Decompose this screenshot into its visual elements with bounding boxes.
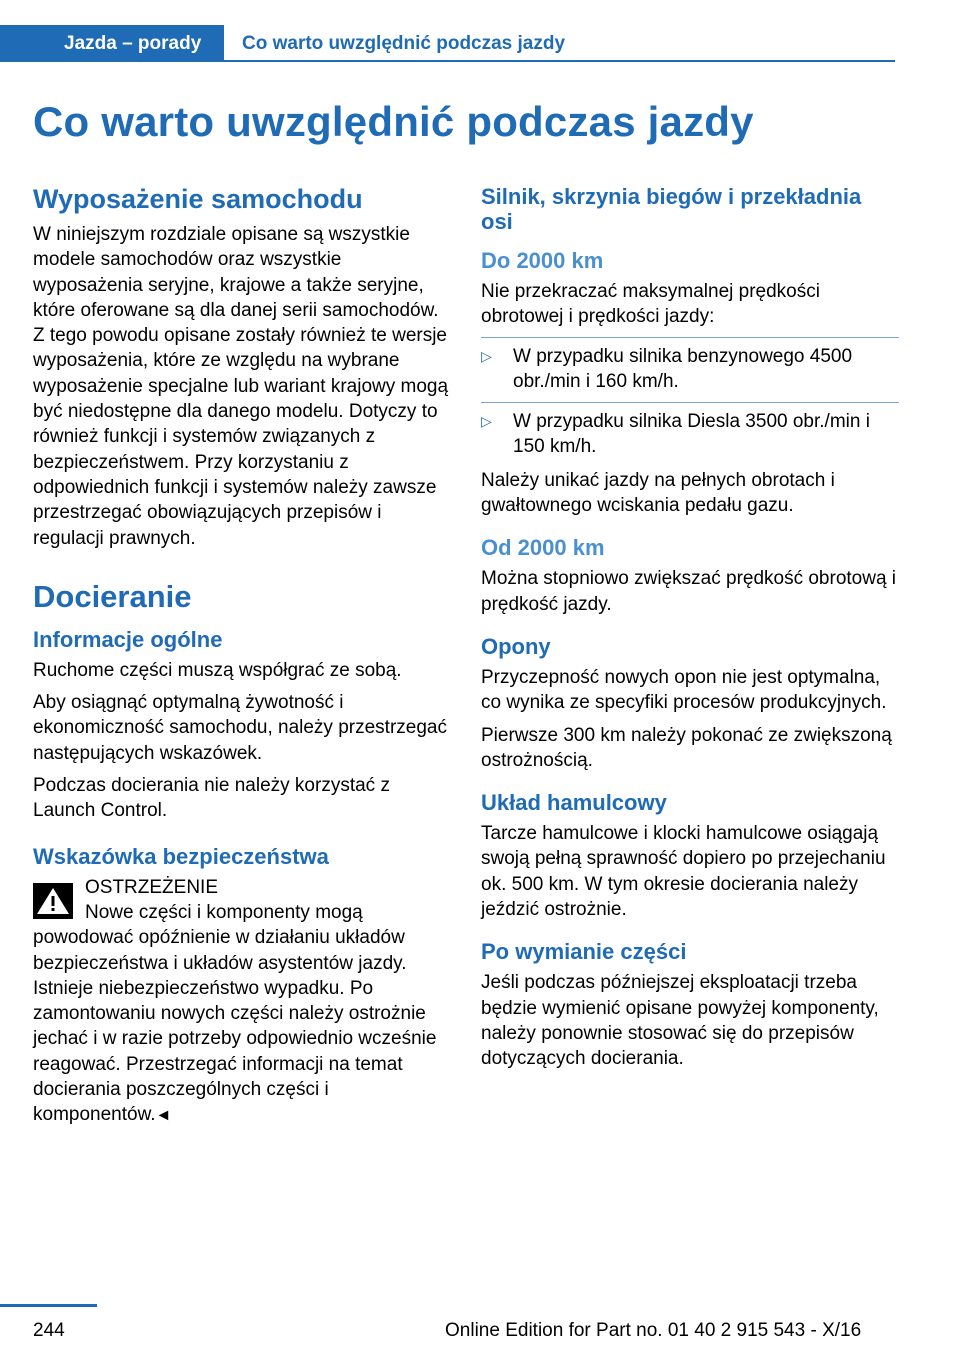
page-title: Co warto uwzględnić podczas jazdy [33,98,754,145]
equipment-heading: Wyposażenie samochodu [33,184,363,214]
warning-block [33,875,451,900]
to2000-heading: Do 2000 km [481,248,604,273]
tires-heading: Opony [481,633,551,659]
equipment-text: W niniejszym rozdziale opisane są wszystkie modele samochodów oraz wszystkie wyposażenia seryjne, krajowe a także seryjne, które oferowane są dla danej serii samochodów. Z tego powodu opisane zostały również te wersje wyposażenia, które ze względu na wybrane wyposażenie specjalne lub wariant krajowy mogą być niedostępne dla danego modelu. Dotyczy to również funkcji i systemów związanych z bezpieczeństwem. Przy korzystaniu z odpowiednich funkcji i systemów należy zawsze przestrzegać obowiązujących przepisów i regulacji prawnych. [33,224,449,549]
warning-text-wrap [33,900,451,1129]
page-number: 244 [33,1320,65,1341]
header-section-tab: Jazda – porady [0,25,224,62]
header-rule [0,60,895,62]
engine-heading: Silnik, skrzynia biegów i przekładnia osi [481,184,862,234]
general-p1: Ruchome części muszą współgrać ze sobą. [33,659,402,681]
bullet-triangle-icon: ▷ [481,347,492,364]
from2000-text: Można stopniowo zwiększać prędkość obrotową i prędkość jazdy. [481,568,897,615]
edition-text: Online Edition for Part no. 01 40 2 915 543 - X/16 [445,1320,862,1341]
general-p3: Podczas docierania nie należy korzystać z Launch Control. [33,775,390,822]
parts-heading: Po wymianie części [481,939,687,965]
from2000-heading: Od 2000 km [481,535,605,561]
brakes-text: Tarcze hamulcowe i klocki hamulcowe osiągają swoją pełną sprawność dopiero po przejechaniu ok. 500 km. W tym okresie docierania należy jeździć ostrożnie. [481,823,886,921]
bullet-divider [481,337,899,338]
tires-p2: Pierwsze 300 km należy pokonać ze zwiększoną ostrożnością. [481,724,892,771]
bullet-text: W przypadku silnika Diesla 3500 obr./min i 150 km/h. [513,411,870,458]
general-p2: Aby osiągnąć optymalną żywotność i ekonomiczność samochodu, należy przestrzegać następujących wskazówek. [33,692,447,764]
footer-rule [0,1304,97,1307]
list-item [481,409,899,460]
safety-heading: Wskazówka bezpieczeństwa [33,843,329,869]
bullet-text: W przypadku silnika benzynowego 4500 obr./min i 160 km/h. [513,345,853,392]
break-in-heading: Docieranie [33,578,192,614]
tires-p1: Przyczepność nowych opon nie jest optymalna, co wynika ze specyfiki procesów produkcyjnych. [481,666,887,714]
bullet-triangle-icon: ▷ [481,413,492,430]
right-column [481,184,899,1079]
warning-text: Nowe części i komponenty mogą powodować opóźnienie w działaniu układów bezpieczeństwa i układów asystentów jazdy. Istnieje niebezpieczeństwo wypadku. Po zamontowaniu nowych części należy ostrożnie jechać i w razie potrzeby odpowiednio wcześnie reagować. Przestrzegać informacji na temat docierania poszczególnych części i komponentów. [33,901,437,1126]
brakes-heading: Układ hamulcowy [481,790,667,816]
list-item [481,344,899,395]
to2000-text: Nie przekraczać maksymalnej prędkości obrotowej i prędkości jazdy: [481,281,820,328]
left-column [33,184,451,1136]
header-page-tab: Co warto uwzględnić podczas jazdy [242,33,566,54]
bullet-divider [481,402,899,403]
warning-label: OSTRZEŻENIE [85,876,219,898]
general-heading: Informacje ogólne [33,626,223,652]
warning-triangle-icon [33,883,73,919]
end-mark-icon: ◄ [155,1107,172,1125]
avoid-text: Należy unikać jazdy na pełnych obrotach i gwałtownego wciskania pedału gazu. [481,469,835,517]
parts-text: Jeśli podczas późniejszej eksploatacji trzeba będzie wymienić opisane powyżej komponenty, należy ponownie stosować się do przepisów dotyczących docierania. [481,972,879,1070]
